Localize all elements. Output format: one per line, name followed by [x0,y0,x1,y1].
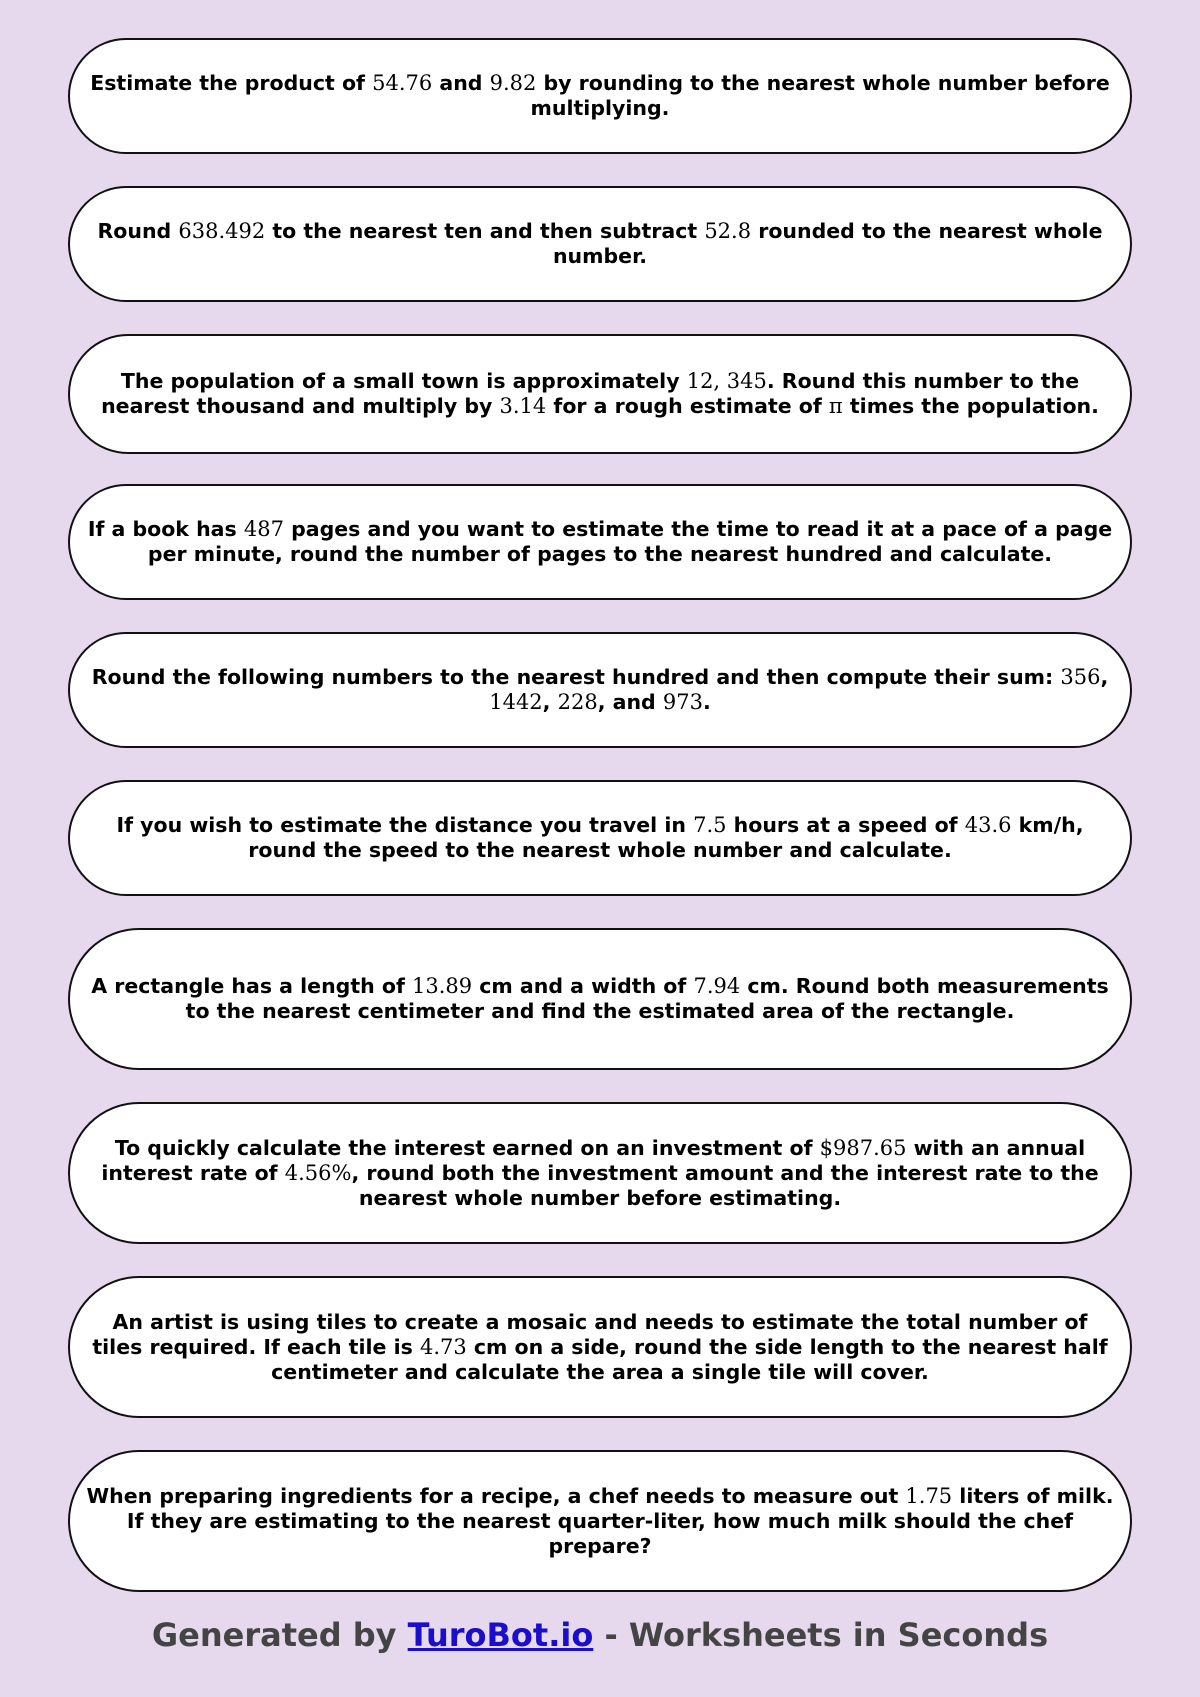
turobot-link[interactable]: TuroBot.io [407,1616,594,1654]
math-value: 12, 345 [686,369,767,393]
text-segment: Round the following numbers to the nearest hundred and then compute their sum: [91,665,1061,689]
math-value: π [828,394,843,418]
problem-card [68,38,1132,154]
math-value: 7.5 [693,813,727,837]
text-segment: liters of milk. If they are estimating to the nearest quarter-liter, how much milk should the chef prepare? [126,1483,1114,1558]
text-segment: An artist is using tiles to create a mosaic and needs to estimate the total number of tiles required. If each tile is [92,1309,1088,1359]
text-segment: If you wish to estimate the distance you travel in [116,813,694,837]
problem-text [86,974,1114,1024]
math-value: 3.14 [499,394,547,418]
text-segment: km/h, round the speed to the nearest whole number and calculate. [248,813,1084,862]
text-segment: by rounding to the nearest whole number before multiplying. [530,71,1110,120]
text-segment: rounded to the nearest whole number. [552,219,1103,268]
math-value: 228 [557,690,598,714]
text-segment: cm and a width of [472,974,694,998]
text-segment: A rectangle has a length of [91,974,413,998]
text-segment: To quickly calculate the interest earned on an investment of [114,1135,820,1160]
math-value: 487 [243,517,284,541]
text-segment: , [542,690,558,714]
math-value: 13.89 [412,974,473,998]
text-segment: , [1100,665,1109,689]
text-segment: cm on a side, round the side length to the nearest half centimeter and calculate the area a single tile will cover. [271,1334,1108,1384]
problem-text [86,1310,1114,1385]
footer-suffix: - Worksheets in Seconds [593,1616,1049,1654]
problem-card [68,186,1132,302]
math-value: 54.76 [372,71,433,95]
problem-text [86,1136,1114,1211]
problem-text [86,665,1114,715]
math-value: 1.75 [905,1483,953,1508]
math-value: 973 [662,690,703,714]
problem-text [86,71,1114,121]
problem-card [68,1450,1132,1592]
problem-card [68,1102,1132,1244]
text-segment: Estimate the product of [90,71,373,95]
text-segment: If a book has [87,517,244,541]
problem-text [86,813,1114,863]
footer [0,1615,1200,1655]
text-segment: to the nearest ten and then subtract [265,219,705,243]
text-segment: The population of a small town is approximately [120,369,687,393]
text-segment: for a rough estimate of [546,394,829,418]
text-segment: . [702,690,711,714]
math-value: 1442 [489,690,543,714]
text-segment: When preparing ingredients for a recipe, a chef needs to measure out [86,1483,906,1508]
text-segment: , and [597,690,663,714]
math-value: 7.94 [693,974,741,998]
math-value: 52.8 [704,219,752,243]
problem-card [68,928,1132,1070]
problem-card [68,780,1132,896]
math-value: 356 [1060,665,1101,689]
text-segment: Round [97,219,179,243]
math-value: 9.82 [489,71,537,95]
problem-card [68,1276,1132,1418]
problem-text [86,219,1114,269]
problem-text [86,517,1114,567]
math-value: $987.65 [819,1135,907,1160]
math-value: 43.6 [964,813,1012,837]
problem-card [68,334,1132,454]
text-segment: and [432,71,490,95]
math-value: 4.56% [284,1160,352,1185]
text-segment: , round both the investment amount and the interest rate to the nearest whole number before estimating. [351,1160,1099,1210]
text-segment: pages and you want to estimate the time to read it at a pace of a page per minute, round the number of pages to the nearest hundred and calculate. [147,517,1113,566]
text-segment: hours at a speed of [726,813,965,837]
text-segment: times the population. [842,394,1099,418]
problem-card [68,484,1132,600]
text-segment: . Round this number to the nearest thousand and multiply by [101,369,1080,418]
footer-prefix: Generated by [151,1616,408,1654]
text-segment: with an annual interest rate of [101,1135,1086,1185]
math-value: 4.73 [419,1334,467,1359]
worksheet-problem-list [68,38,1132,1592]
math-value: 638.492 [178,219,266,243]
text-segment: cm. Round both measurements to the nearest centimeter and find the estimated area of the rectangle. [185,974,1109,1023]
problem-card [68,632,1132,748]
problem-text [86,1484,1114,1559]
problem-text [86,369,1114,419]
